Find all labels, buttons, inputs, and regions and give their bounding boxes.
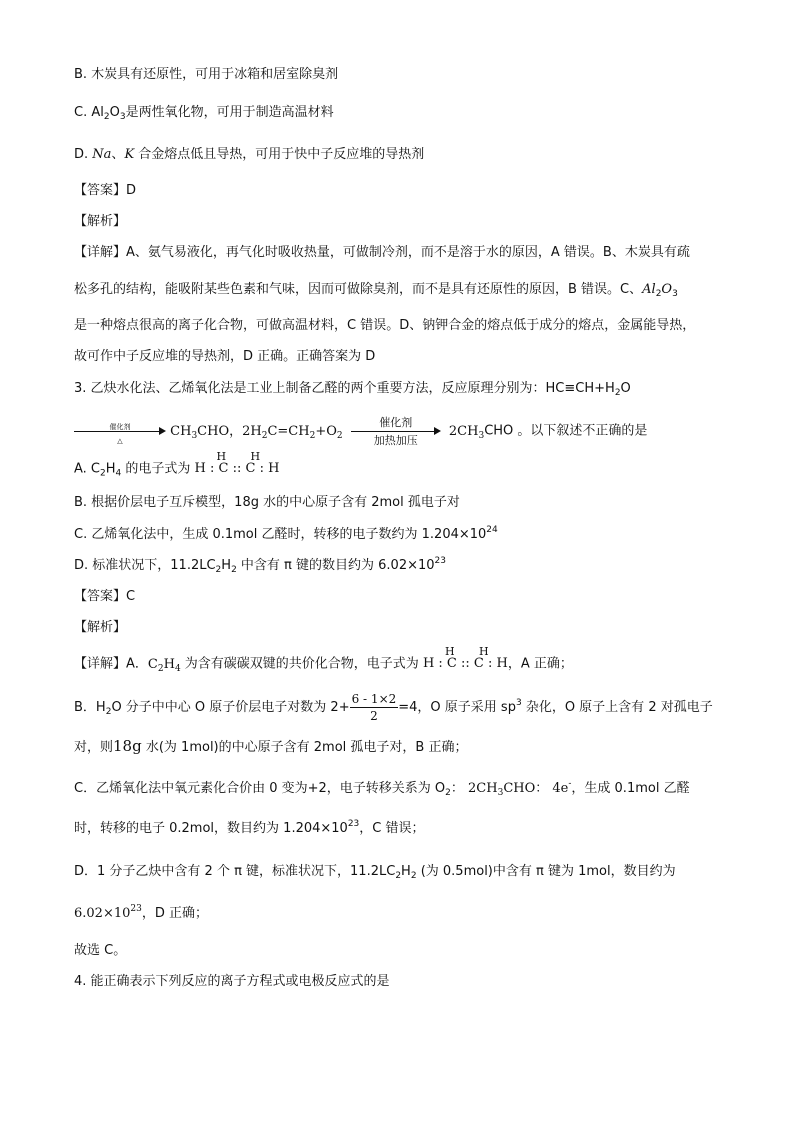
- q3-option-b: B. 根据价层电子互斥模型，18g 水的中心原子含有 2mol 孤电子对: [74, 495, 460, 510]
- q3-detail-b-cont: 对，则18g 水(为 1mol)的中心原子含有 2mol 孤电子对，B 正确；: [74, 737, 468, 755]
- q2-detail-line-1: 【详解】A、氨气易液化，再气化时吸收热量，可做制冷剂，而不是溶于水的原因，A 错误。B、木炭具有疏: [74, 245, 690, 260]
- q3-analysis-heading: 【解析】: [74, 620, 127, 635]
- q3-detail-b: B．$H_2O$ 分子中中心 O 原子价层电子对数为 2+ $\frac{6 - 1\times 2}{2}$ =4，O 原子采用 $sp^3$ 杂化，O 原子上含有 2 对孤电子: [74, 692, 713, 723]
- reaction-arrow-1: 催化剂 △: [74, 420, 166, 442]
- q2-detail-line-3: 是一种熔点很高的离子化合物，可做高温材料，C 错误。D、钠钾合金的熔点低于成分的熔点，金属能导热，: [74, 318, 696, 333]
- q3-detail-d-cont: $6.02\times 10^{23}$，D 正确；: [74, 904, 208, 921]
- reaction-arrow-2: 催化剂 加热加压: [351, 416, 441, 446]
- q3-stem-line-2: 催化剂 △ $CH_3CHO$，$2H_2C=CH_2+O_2$ 催化剂 加热加压 $2CH_3CHO$ 。以下叙述不正确的是: [74, 416, 647, 438]
- q3-option-c: C. 乙烯氧化法中，生成 0.1mol 乙醛时，转移的电子数约为 $1.204\times 10^{24}$: [74, 525, 498, 542]
- q3-stem-line-1: 3. 乙炔水化法、乙烯氧化法是工业上制备乙醛的两个重要方法，反应原理分别为：$HC\equiv CH+H_2O$: [74, 381, 631, 398]
- ethylene-lewis-structure: H H H : C :: C : H: [194, 450, 280, 476]
- q3-detail-c: C．乙烯氧化法中氧元素化合价由 0 变为+2，电子转移关系为 $O_2$： $2CH_3CHO$： 4e-，生成 0.1mol 乙醛: [74, 779, 690, 798]
- q3-detail-c-cont: 时，转移的电子 0.2mol，数目约为 $1.204\times 10^{23}$，C 错误；: [74, 819, 425, 836]
- q4-stem: 4. 能正确表示下列反应的离子方程式或电极反应式的是: [74, 974, 390, 989]
- q3-detail-a: 【详解】A．$C_2H_4$ 为含有碳碳双键的共价化合物，电子式为 H H H : C :: C : H，A 正确；: [74, 645, 573, 674]
- q3-conclusion: 故选 C。: [74, 943, 127, 958]
- valence-pair-fraction: $\frac{6 - 1\times 2}{2}$: [351, 692, 397, 723]
- q2-option-b: B. 木炭具有还原性，可用于冰箱和居室除臭剂: [74, 67, 339, 82]
- q2-analysis-heading: 【解析】: [74, 214, 127, 229]
- q3-answer: 【答案】C: [74, 589, 136, 604]
- q2-answer: 【答案】D: [74, 183, 137, 198]
- q2-option-c: C. $Al_2O_3$是两性氧化物，可用于制造高温材料: [74, 105, 334, 122]
- q2-detail-line-2: 松多孔的结构，能吸附某些色素和气味，因而可做除臭剂，而不是具有还原性的原因，B 错误。C、$Al_2O_3$: [74, 282, 678, 299]
- q2-detail-line-4: 故可作中子反应堆的导热剂，D 正确。正确答案为 D: [74, 349, 376, 364]
- q3-option-a: A. $C_2H_4$ 的电子式为 H H H : C :: C : H: [74, 450, 280, 479]
- q3-detail-d: D．1 分子乙炔中含有 2 个 π 键，标准状况下，$11.2LC_2H_2$ (为 0.5mol)中含有 π 键为 1mol，数目约为: [74, 864, 676, 881]
- q3-option-d: D. 标准状况下，$11.2LC_2H_2$ 中含有 π 键的数目约为 $6.02\times 10^{23}$: [74, 556, 446, 575]
- q2-option-d: D. Na、K 合金熔点低且导热，可用于快中子反应堆的导热剂: [74, 147, 425, 162]
- ethylene-lewis-structure-detail: H H H : C :: C : H: [422, 645, 508, 671]
